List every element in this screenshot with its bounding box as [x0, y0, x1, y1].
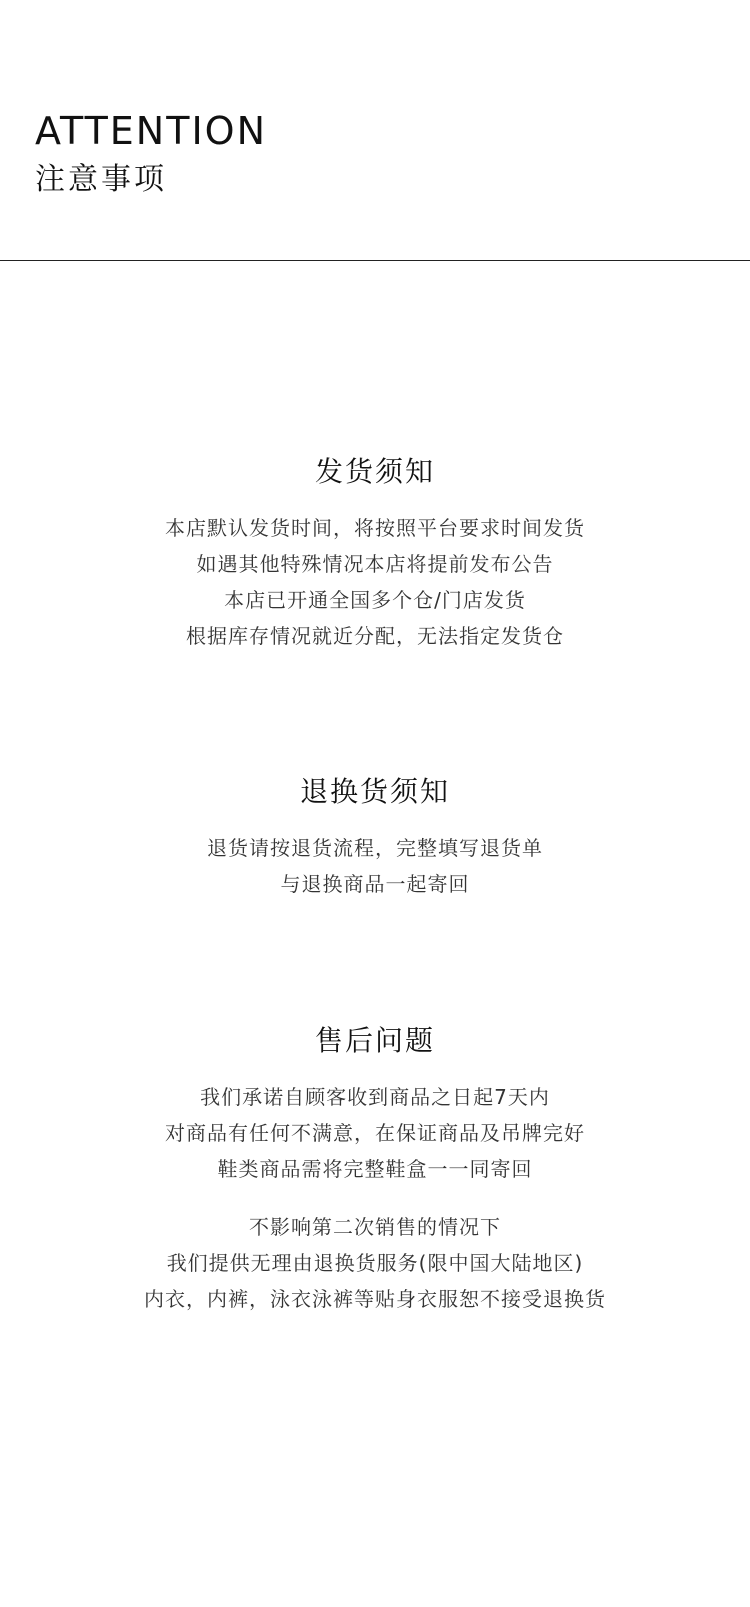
header-divider: [0, 260, 750, 261]
shipping-notice-title: 发货须知: [314, 455, 435, 488]
return-notice-line: 退货请按退货流程，完整填写退货单: [207, 836, 543, 860]
shipping-notice-body: [0, 510, 750, 654]
return-notice-body: [0, 830, 750, 902]
after-sales-line: 不影响第二次销售的情况下: [249, 1215, 501, 1239]
after-sales-paragraph-2: [0, 1209, 750, 1317]
after-sales-line: 内衣，内裤，泳衣泳裤等贴身衣服恕不接受退换货: [144, 1287, 606, 1311]
after-sales-body: [0, 1079, 750, 1317]
return-notice-title: 退换货须知: [299, 775, 450, 808]
after-sales-paragraph-1: [0, 1079, 750, 1187]
return-notice-line: 与退换商品一起寄回: [280, 872, 470, 896]
header-title-cn: 注意事项: [35, 162, 167, 197]
after-sales-line: 对商品有任何不满意，在保证商品及吊牌完好: [165, 1121, 585, 1145]
shipping-notice-line: 根据库存情况就近分配，无法指定发货仓: [186, 624, 564, 648]
shipping-notice-line: 如遇其他特殊情况本店将提前发布公告: [196, 552, 554, 576]
return-notice-section: [0, 774, 750, 902]
after-sales-line: 我们承诺自顾客收到商品之日起7天内: [200, 1085, 550, 1109]
after-sales-title: 售后问题: [314, 1024, 435, 1057]
page-header: [35, 108, 267, 200]
header-title-en: ATTENTION: [35, 109, 267, 153]
after-sales-line: 鞋类商品需将完整鞋盒一一同寄回: [217, 1157, 533, 1181]
after-sales-section: [0, 1023, 750, 1317]
after-sales-line: 我们提供无理由退换货服务(限中国大陆地区): [166, 1251, 584, 1275]
shipping-notice-line: 本店默认发货时间，将按照平台要求时间发货: [165, 516, 585, 540]
shipping-notice-section: [0, 454, 750, 654]
shipping-notice-line: 本店已开通全国多个仓/门店发货: [224, 588, 526, 612]
